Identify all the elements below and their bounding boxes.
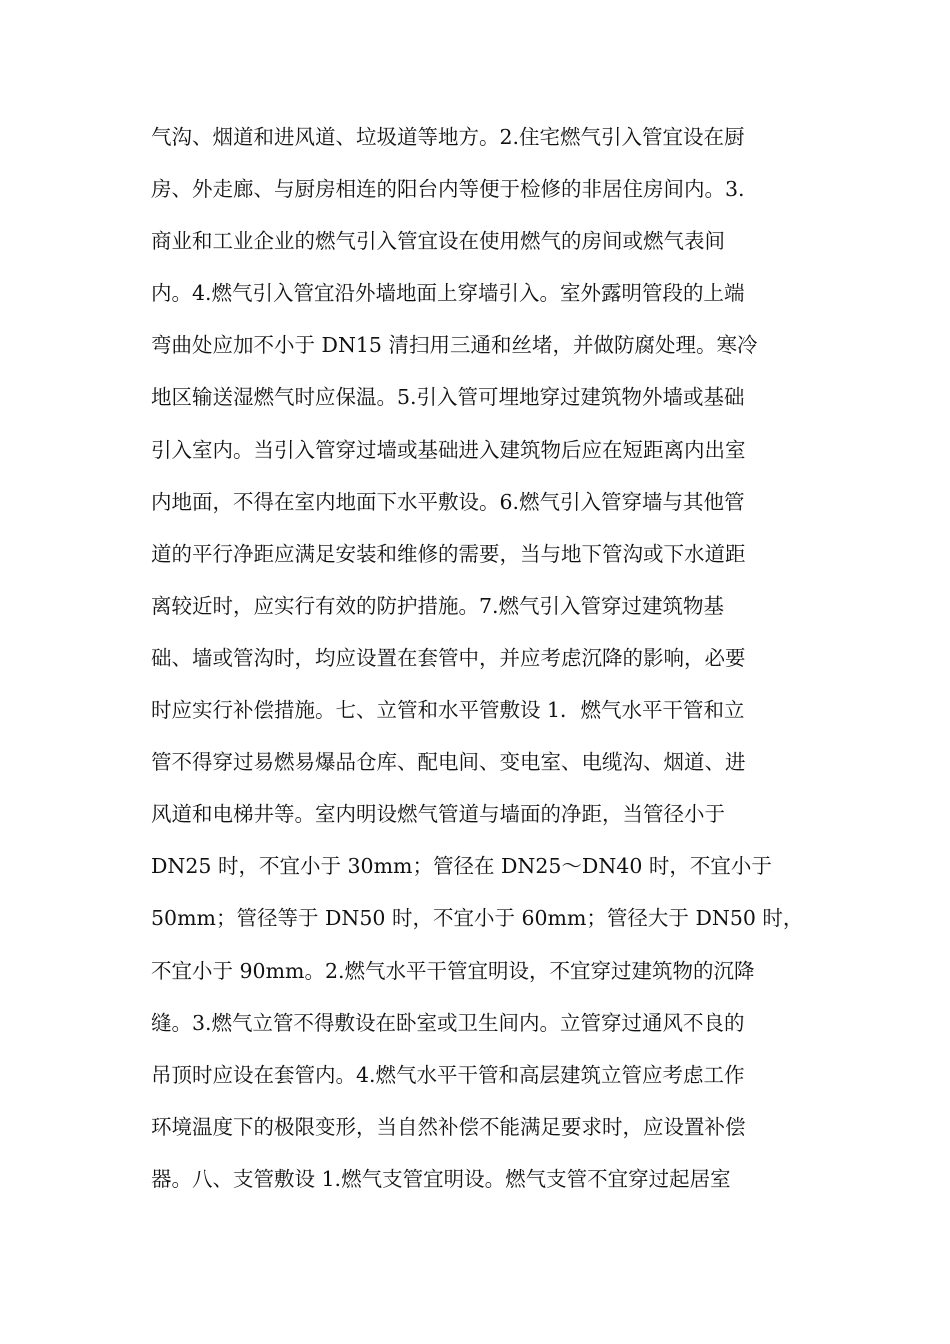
body-text <box>151 117 811 1211</box>
text-line: 时应实行补偿措施。七、立管和水平管敷设 1．燃气水平干管和立 <box>151 698 745 723</box>
text-line: 道的平行净距应满足安装和维修的需要，当与地下管沟或下水道距 <box>151 541 746 566</box>
text-line: 内地面，不得在室内地面下水平敷设。6.燃气引入管穿墙与其他管 <box>151 489 745 514</box>
text-line: 风道和电梯井等。室内明设燃气管道与墙面的净距，当管径小于 <box>151 802 725 827</box>
text-line: 环境温度下的极限变形，当自然补偿不能满足要求时，应设置补偿 <box>151 1114 746 1139</box>
text-line: 离较近时，应实行有效的防护措施。7.燃气引入管穿过建筑物基 <box>151 593 725 618</box>
text-line: 商业和工业企业的燃气引入管宜设在使用燃气的房间或燃气表间 <box>151 229 725 254</box>
text-line: 吊顶时应设在套管内。4.燃气水平干管和高层建筑立管应考虑工作 <box>151 1062 745 1087</box>
text-line: 内。4.燃气引入管宜沿外墙地面上穿墙引入。室外露明管段的上端 <box>151 281 745 306</box>
text-line: 弯曲处应加不小于 DN15 清扫用三通和丝堵，并做防腐处理。寒冷 <box>151 333 758 358</box>
text-line: 缝。3.燃气立管不得敷设在卧室或卫生间内。立管穿过通风不良的 <box>151 1010 745 1035</box>
text-line: 器。八、支管敷设 1.燃气支管宜明设。燃气支管不宜穿过起居室 <box>151 1166 731 1191</box>
text-line: 房、外走廊、与厨房相连的阳台内等便于检修的非居住房间内。3. <box>151 177 745 202</box>
text-line: 气沟、烟道和进风道、垃圾道等地方。2.住宅燃气引入管宜设在厨 <box>151 125 745 149</box>
text-line: 50mm；管径等于 DN50 时，不宜小于 60mm；管径大于 DN50 时， <box>151 906 804 931</box>
text-line: 础、墙或管沟时，均应设置在套管中，并应考虑沉降的影响，必要 <box>151 645 746 670</box>
text-line: 地区输送湿燃气时应保温。5.引入管可埋地穿过建筑物外墙或基础 <box>151 385 745 410</box>
text-line: 不宜小于 90mm。2.燃气水平干管宜明设，不宜穿过建筑物的沉降 <box>151 958 755 983</box>
text-line: DN25 时，不宜小于 30mm；管径在 DN25～DN40 时，不宜小于 <box>151 854 772 879</box>
text-line: 引入室内。当引入管穿过墙或基础进入建筑物后应在短距离内出室 <box>151 437 746 462</box>
text-line: 管不得穿过易燃易爆品仓库、配电间、变电室、电缆沟、烟道、进 <box>151 750 746 775</box>
